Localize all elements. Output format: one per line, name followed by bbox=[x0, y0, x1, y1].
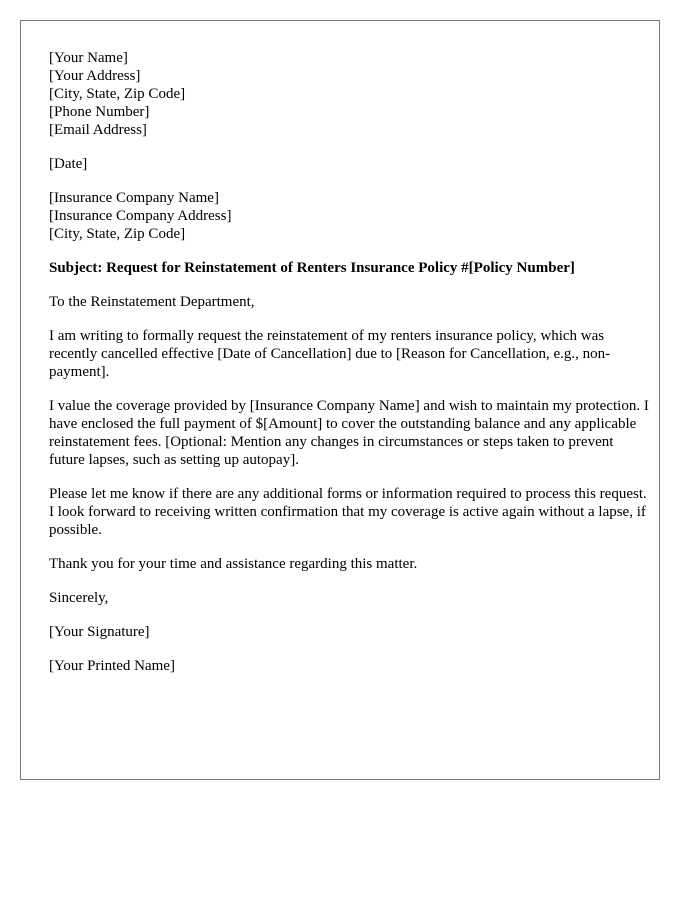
sender-phone: [Phone Number] bbox=[49, 104, 150, 120]
sender-email: [Email Address] bbox=[49, 122, 147, 138]
sender-address: [Your Address] bbox=[49, 68, 141, 84]
date-block bbox=[49, 155, 649, 173]
body-paragraph-4: Thank you for your time and assistance regarding this matter. bbox=[49, 556, 418, 572]
printed-name: [Your Printed Name] bbox=[49, 658, 175, 674]
recipient-company-address: [Insurance Company Address] bbox=[49, 208, 232, 224]
recipient-block bbox=[49, 189, 649, 243]
signature: [Your Signature] bbox=[49, 624, 150, 640]
sender-block bbox=[49, 49, 649, 139]
body-paragraph-3: Please let me know if there are any additional forms or information required to process this request. I look forward to receiving written confirmation that my coverage is active again without a lapse, if possible. bbox=[49, 486, 647, 538]
salutation: To the Reinstatement Department, bbox=[49, 294, 255, 310]
letter-date: [Date] bbox=[49, 156, 88, 172]
letter-page bbox=[20, 20, 660, 780]
letter-content bbox=[49, 49, 649, 691]
sender-city-state-zip: [City, State, Zip Code] bbox=[49, 86, 186, 102]
recipient-company-name: [Insurance Company Name] bbox=[49, 190, 219, 206]
subject-line: Subject: Request for Reinstatement of Renters Insurance Policy #[Policy Number] bbox=[49, 260, 575, 276]
sender-name: [Your Name] bbox=[49, 50, 128, 66]
body-paragraph-1: I am writing to formally request the reinstatement of my renters insurance policy, which was recently cancelled effective [Date of Cancellation] due to [Reason for Cancellation, e.g., non-payment]. bbox=[49, 328, 611, 380]
recipient-city-state-zip: [City, State, Zip Code] bbox=[49, 226, 186, 242]
body-paragraph-2: I value the coverage provided by [Insurance Company Name] and wish to maintain my protection. I have enclosed the full payment of $[Amount] to cover the outstanding balance and any applicable reinstatement fees. [Optional: Mention any changes in circumstances or steps taken to prevent future lapses, such as setting up autopay]. bbox=[49, 398, 649, 468]
closing: Sincerely, bbox=[49, 590, 109, 606]
